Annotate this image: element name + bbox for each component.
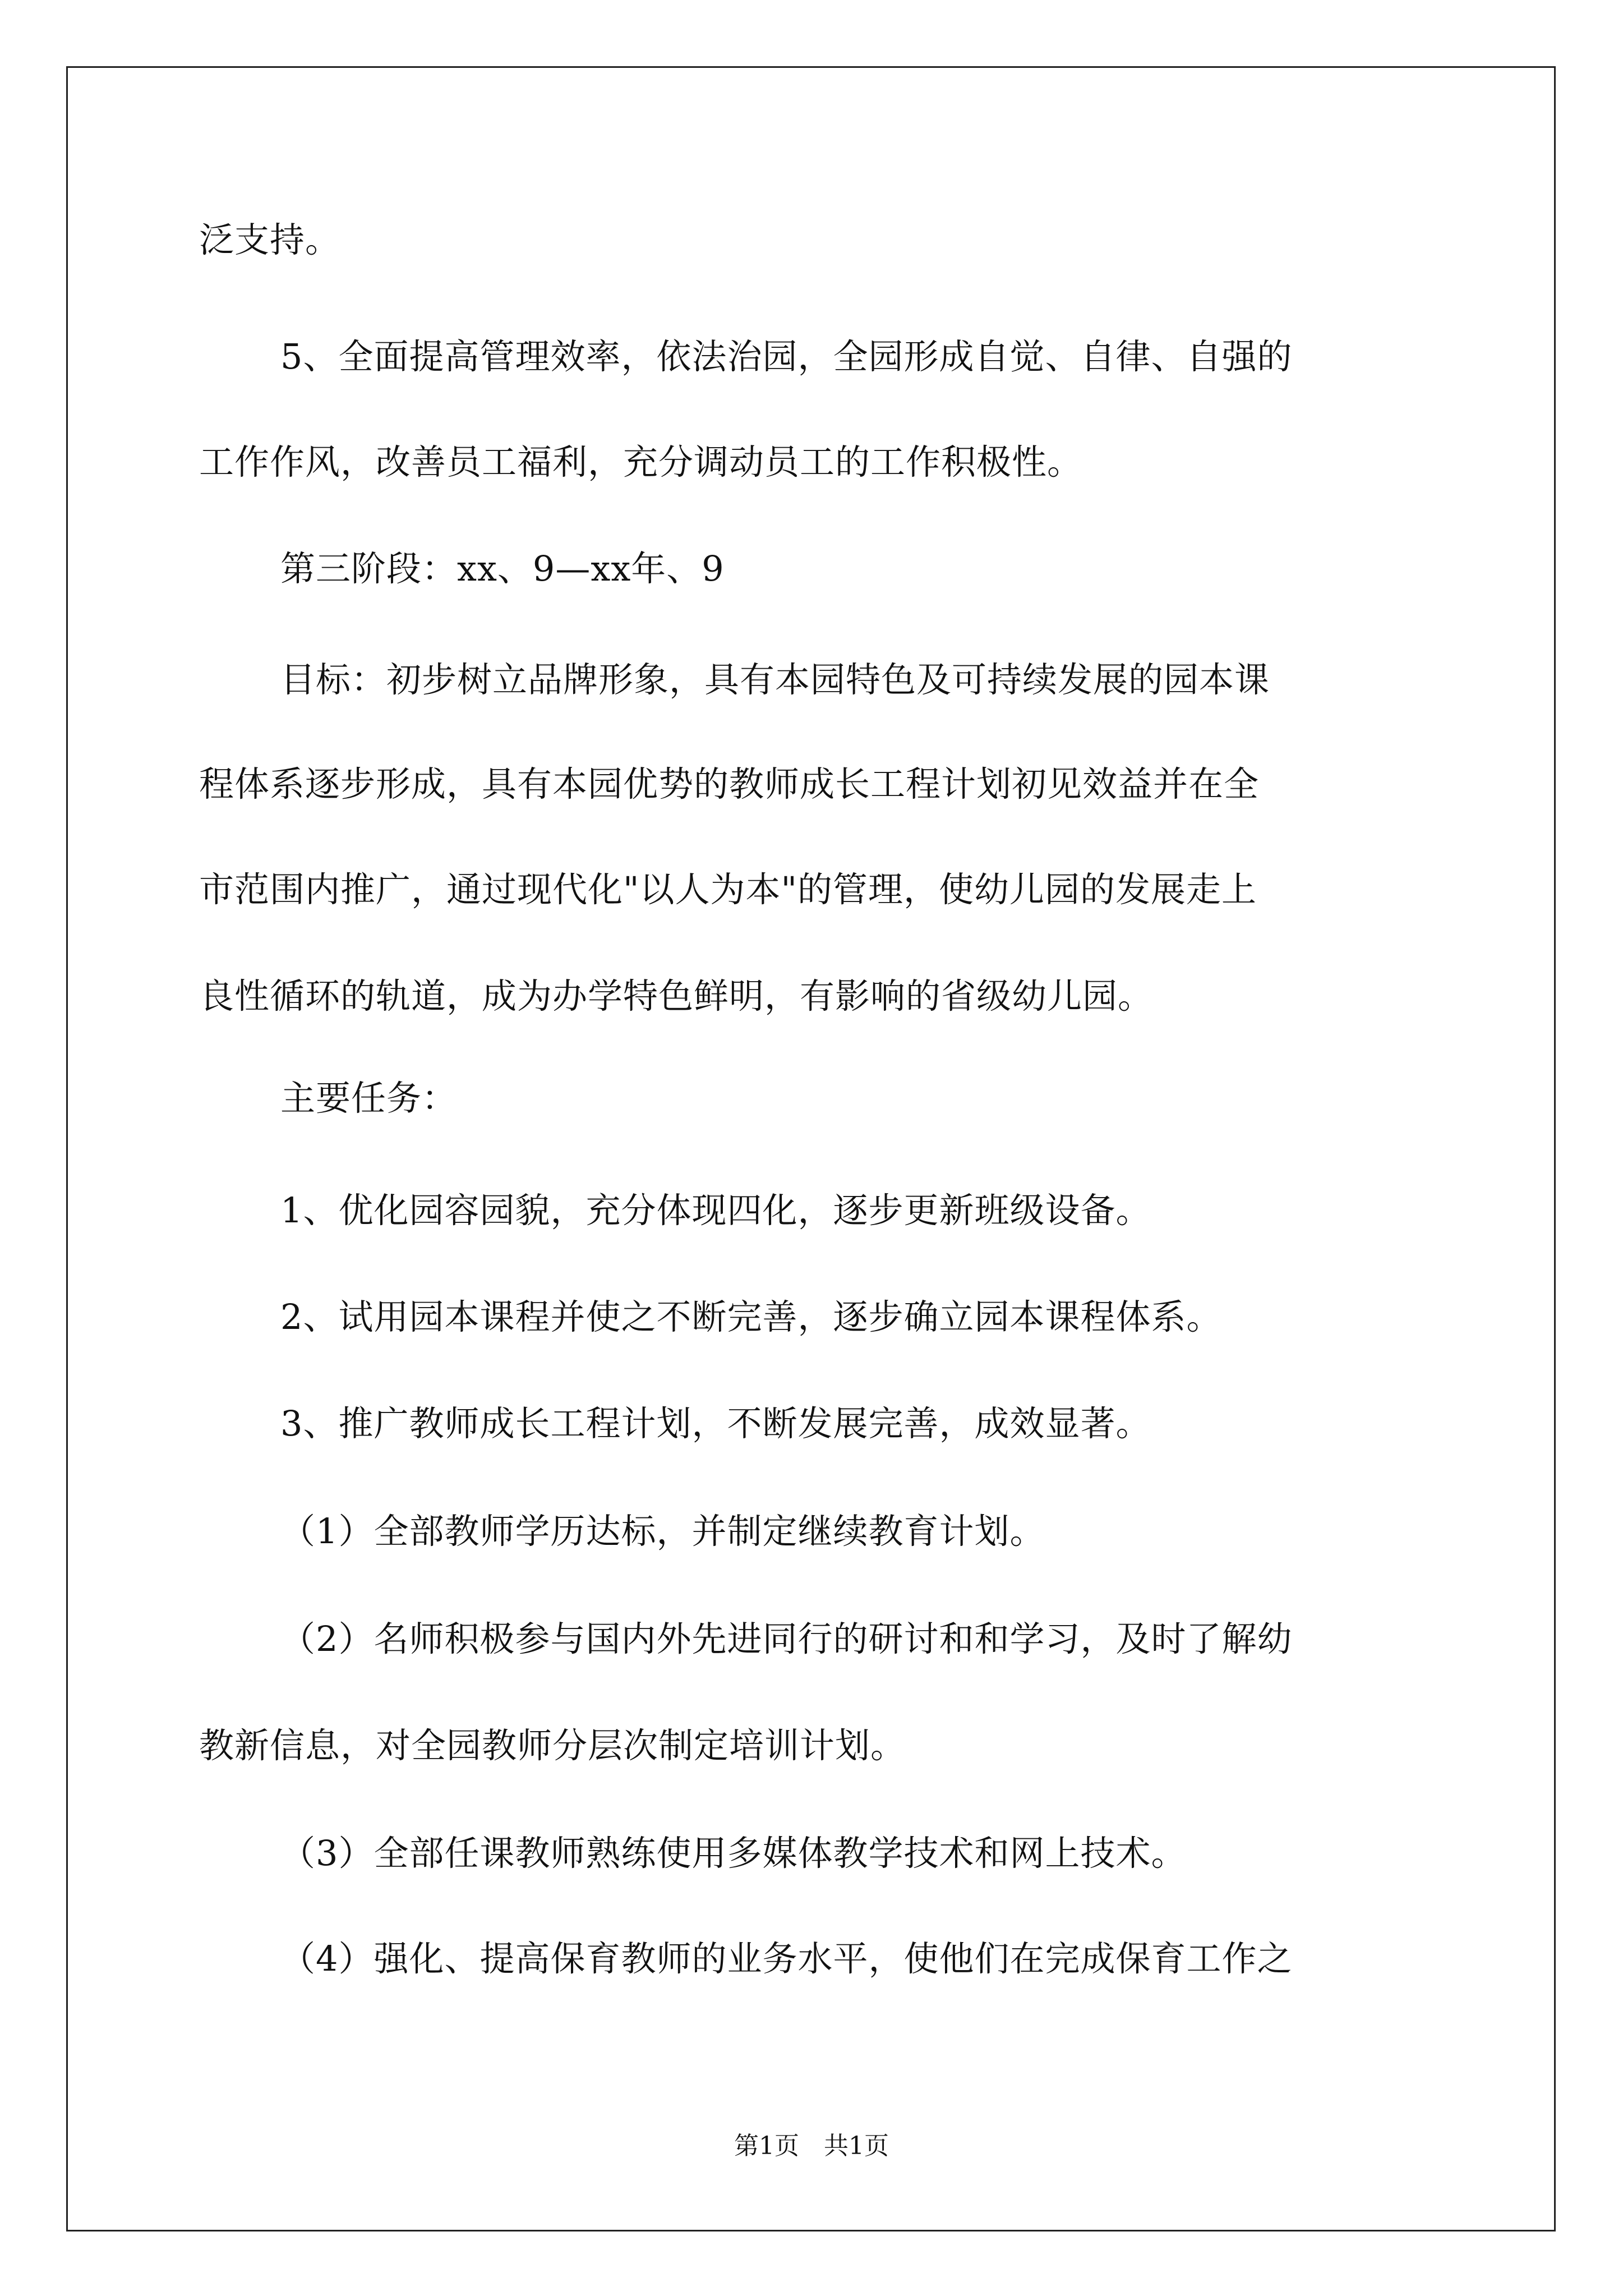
list-item: 2、试用园本课程并使之不断完善，逐步确立园本课程体系。 [280, 1296, 1222, 1337]
text-line: 教新信息，对全园教师分层次制定培训计划。 [199, 1725, 906, 1766]
list-item: 3、推广教师成长工程计划，不断发展完善，成效显著。 [280, 1403, 1151, 1444]
text-line: 泛支持。 [199, 219, 341, 260]
section-heading: 主要任务： [280, 1078, 458, 1119]
list-item: （3）全部任课教师熟练使用多媒体教学技术和网上技术。 [280, 1833, 1187, 1874]
text-line: 市范围内推广，通过现代化"以人为本"的管理，使幼儿园的发展走上 [199, 869, 1257, 910]
list-item: （2）名师积极参与国内外先进同行的研讨和和学习，及时了解幼 [280, 1618, 1293, 1659]
text-line: 程体系逐步形成，具有本园优势的教师成长工程计划初见效益并在全 [199, 763, 1260, 804]
page-border [66, 66, 1556, 2231]
list-item: （4）强化、提高保育教师的业务水平，使他们在完成保育工作之 [280, 1938, 1293, 1979]
page-number: 第1页 共1页 [734, 2132, 889, 2160]
text-line: 良性循环的轨道，成为办学特色鲜明，有影响的省级幼儿园。 [199, 976, 1154, 1016]
text-line: 工作作风，改善员工福利，充分调动员工的工作积极性。 [199, 441, 1083, 482]
list-item: （1）全部教师学历达标，并制定继续教育计划。 [280, 1511, 1045, 1552]
section-heading: 第三阶段：xx、9—xx年、9 [280, 548, 725, 589]
text-line: 目标：初步树立品牌形象，具有本园特色及可持续发展的园本课 [280, 659, 1270, 700]
text-line: 5、全面提高管理效率，依法治园，全园形成自觉、自律、自强的 [280, 336, 1293, 377]
list-item: 1、优化园容园貌，充分体现四化，逐步更新班级设备。 [280, 1190, 1151, 1231]
